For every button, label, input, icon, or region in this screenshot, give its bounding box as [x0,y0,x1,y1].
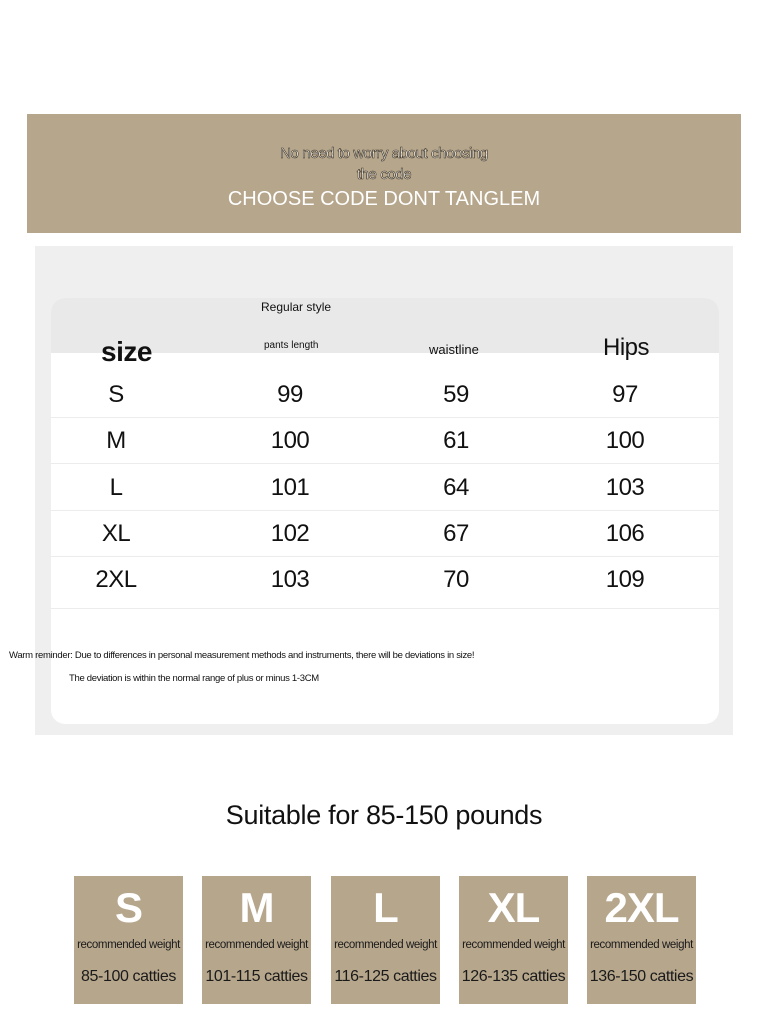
cell-hips: 106 [605,520,645,547]
weight-tile-s [74,876,183,1004]
banner-title: CHOOSE CODE DONT TANGLEM [227,188,541,210]
table-row [51,511,719,557]
cell-hips: 109 [605,566,645,593]
tile-label: recommended weight [334,939,437,951]
tile-size: L [373,884,398,931]
suitable-weight-heading: Suitable for 85-150 pounds [225,800,543,830]
tile-range: 85-100 catties [81,968,176,985]
weight-tile-m [202,876,311,1004]
cell-hips: 103 [605,474,645,501]
tile-label: recommended weight [77,939,180,951]
table-row [51,557,719,609]
header-waistline: waistline [429,342,479,357]
banner-subtitle [27,143,741,185]
size-chart-panel [35,246,733,735]
tile-size: S [114,884,142,931]
table-row [51,465,719,511]
header-style: Regular style [261,300,332,314]
weight-tile-xl [459,876,568,1004]
tile-range: 101-115 catties [205,968,308,985]
banner [27,114,741,233]
cell-size: M [106,427,126,454]
header-size: size [101,336,152,367]
weight-tile-2xl [587,876,696,1004]
cell-size: S [108,381,124,408]
tile-label: recommended weight [462,939,565,951]
deviation-note: The deviation is within the normal range of plus or minus 1-3CM [69,673,319,684]
tile-size: 2XL [604,884,679,931]
weight-tile-l [331,876,440,1004]
cell-pants-length: 100 [270,427,310,454]
tile-range: 136-150 catties [589,968,694,985]
cell-hips: 97 [612,381,638,408]
cell-pants-length: 103 [270,566,310,593]
cell-waistline: 59 [443,381,469,408]
cell-waistline: 70 [443,566,469,593]
table-row [51,418,719,464]
cell-size: L [109,474,123,501]
tile-range: 126-135 catties [461,968,566,985]
cell-size: 2XL [95,566,137,593]
cell-waistline: 67 [443,520,469,547]
header-pants-length: pants length [264,340,319,351]
cell-waistline: 64 [443,474,469,501]
tile-label: recommended weight [205,939,308,951]
header-hips: Hips [603,334,650,361]
cell-pants-length: 101 [270,474,310,501]
tile-size: XL [487,884,540,931]
tile-range: 116-125 catties [334,968,437,985]
cell-hips: 100 [605,427,645,454]
tile-label: recommended weight [590,939,693,951]
table-row [51,372,719,418]
warm-reminder-note: Warm reminder: Due to differences in personal measurement methods and instruments, there will be deviations in size! [9,650,475,661]
cell-waistline: 61 [443,427,469,454]
banner-subtitle-line2: the code [356,166,412,183]
cell-size: XL [101,520,131,547]
cell-pants-length: 99 [277,381,303,408]
cell-pants-length: 102 [270,520,310,547]
tile-size: M [239,884,274,931]
banner-subtitle-line1: No need to worry about choosing [280,145,488,162]
